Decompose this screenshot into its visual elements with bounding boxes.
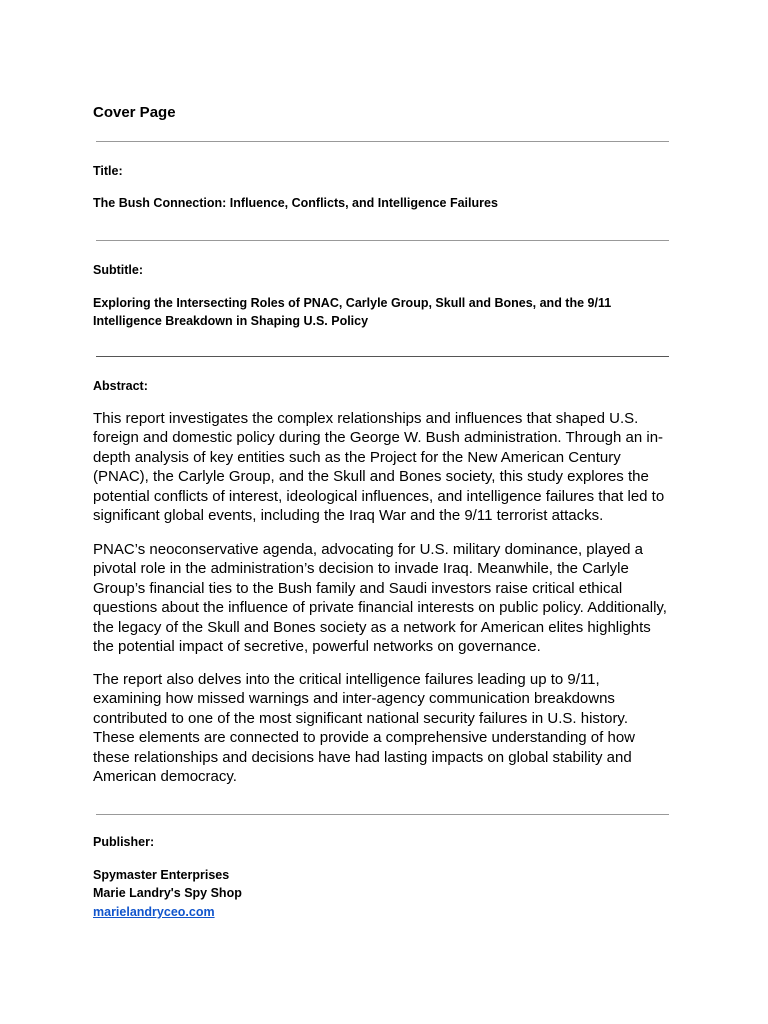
report-title: The Bush Connection: Influence, Conflicts, and Intelligence Failures [93, 196, 498, 210]
page-heading: Cover Page [93, 104, 176, 121]
report-subtitle: Exploring the Intersecting Roles of PNAC, Carlyle Group, Skull and Bones, and the 9/11 Intelligence Breakdown in Shaping U.S. Policy [93, 296, 612, 328]
publisher-shop: Marie Landry's Spy Shop [93, 886, 242, 900]
title-label: Title: [93, 164, 123, 178]
abstract-paragraph: This report investigates the complex relationships and influences that shaped U.S. foreign and domestic policy during the George W. Bush administration. Through an in-depth analysis of key entities such as the Project for the New American Century (PNAC), the Carlyle Group, and the Skull and Bones society, this study explores the potential conflicts of interest, ideological influences, and intelligence failures that led to significant global events, including the Iraq War and the 9/11 terrorist attacks. [93, 410, 665, 525]
divider [96, 814, 669, 815]
divider [96, 240, 669, 241]
publisher-label: Publisher: [93, 835, 155, 849]
divider [96, 356, 669, 357]
publisher-website-link[interactable]: marielandryceo.com [93, 905, 215, 919]
publisher-link-line [93, 903, 671, 921]
subtitle-label: Subtitle: [93, 263, 143, 277]
publisher-name: Spymaster Enterprises [93, 868, 230, 882]
divider [96, 141, 669, 142]
abstract-paragraph: The report also delves into the critical intelligence failures leading up to 9/11, examining how missed warnings and inter-agency communication breakdowns contributed to one of the most significant national security failures in U.S. history. These elements are connected to provide a comprehensive understanding of how these relationships and decisions have had lasting impacts on global stability and American democracy. [93, 671, 635, 786]
abstract-paragraph: PNAC’s neoconservative agenda, advocating for U.S. military dominance, played a pivotal role in the administration’s decision to invade Iraq. Meanwhile, the Carlyle Group’s financial ties to the Bush family and Saudi investors raise critical ethical questions about the influence of private financial interests on public policy. Additionally, the legacy of the Skull and Bones society as a network for American elites highlights the potential impact of secretive, powerful networks on governance. [93, 541, 667, 656]
abstract-label: Abstract: [93, 379, 148, 393]
